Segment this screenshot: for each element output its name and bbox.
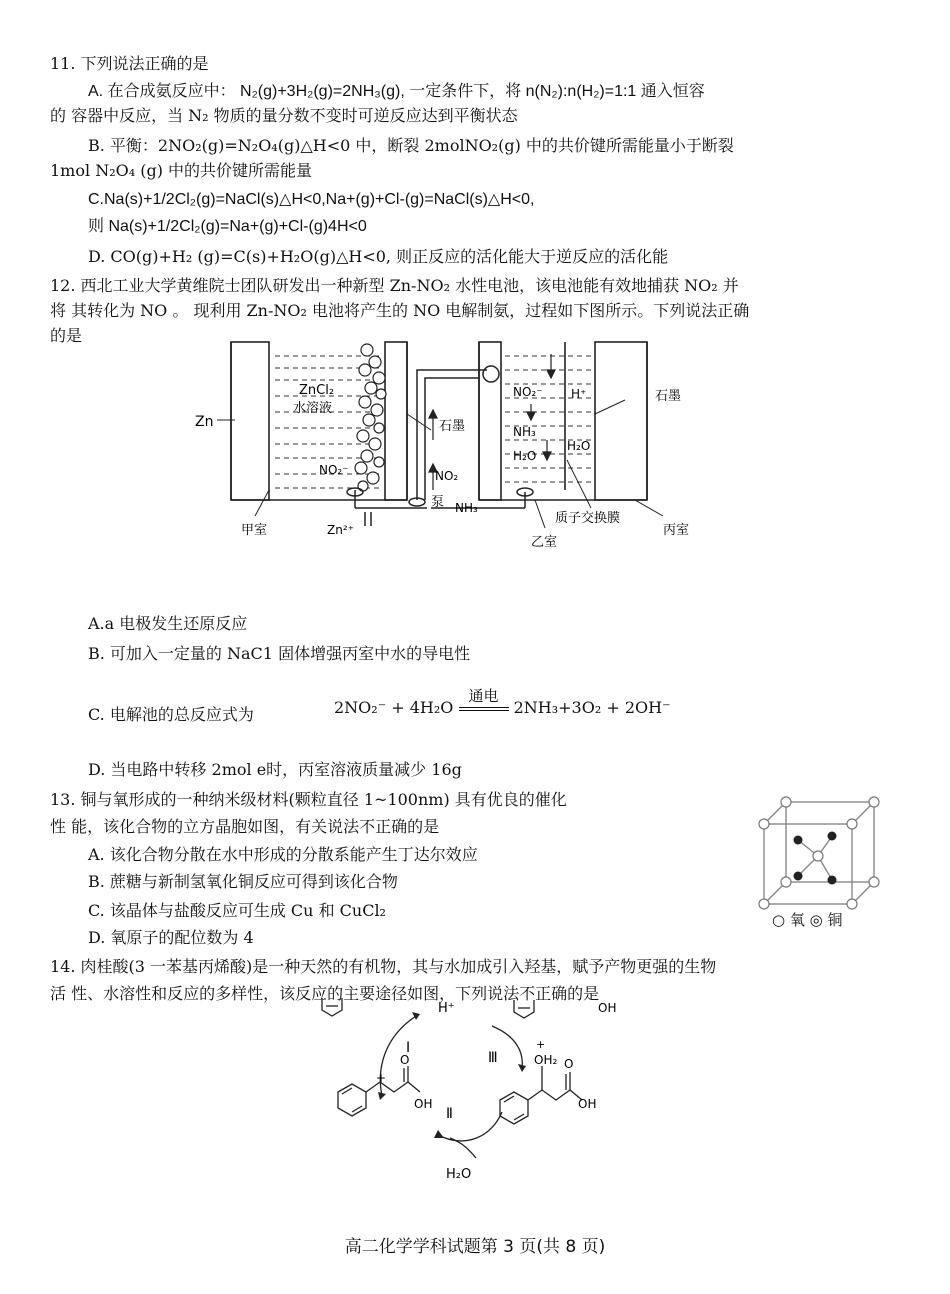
q14-stem-line2: 活 性、水溶性和反应的多样性，该反应的主要途径如图，下列说法不正确的是 [50,984,600,1003]
label-zn: Zn [195,414,214,430]
q11-option-a-line1: A. 在合成氨反应中： N₂(g)+3H₂(g)=2NH₃(g), 一定条件下，将 n(N₂):n(H₂)=1:1 通入恒容 [88,83,705,100]
label-o-right: O [564,1057,574,1071]
label-no2: NO₂ [435,469,459,483]
label-o-left: O [400,1053,410,1067]
q11-option-c-line1: C.Na(s)+1/2Cl₂(g)=NaCl(s)△H<0,Na+(g)+Cl-(g)=NaCl(s)△H<0, [88,191,535,208]
q11-option-b-line1: B. 平衡：2NO₂(g)=N₂O₄(g)△H<0 中，断裂 2molNO₂(g) 中的共价键所需能量小于断裂 [88,136,734,155]
q13-legend: ○ 氧 ◎ 铜 [772,911,843,929]
label-yi-room: 乙室 [531,535,558,550]
label-pump: 泵 [431,495,445,510]
q12-battery-electrolysis-figure [195,340,715,562]
q13-stem-line2: 性 能，该化合物的立方晶胞如图，有关说法不正确的是 [50,817,440,836]
label-jia-room: 甲室 [241,523,268,538]
label-oh-left: OH [414,1097,433,1111]
q12-stem-line3: 的是 [50,326,83,345]
label-graphite-right: 石墨 [655,389,682,404]
label-h-plus: H⁺ [571,387,587,401]
label-water: H₂O [446,1167,472,1182]
q13-stem-line1: 13. 铜与氧形成的一种纳米级材料(颗粒直径 1~100nm) 具有优良的催化 [50,790,567,809]
q12-option-d: D. 当电路中转移 2mol e时，丙室溶液质量减少 16g [88,760,462,779]
equation-condition-arrow [459,687,509,717]
label-bing-room: 丙室 [663,523,690,538]
label-oxonium-plus: + [536,1038,546,1051]
label-nh3-pump: NH₃ [455,501,478,515]
q13-option-d: D. 氧原子的配位数为 4 [88,928,254,947]
q11-option-c-line2: 则 Na(s)+1/2Cl₂(g)=Na+(g)+Cl-(g)4H<0 [88,218,367,235]
label-step-1: Ⅰ [406,1040,411,1056]
q12-option-b: B. 可加入一定量的 NaC1 固体增强丙室中水的导电性 [88,644,471,663]
q11-option-a-line2: 的 容器中反应，当 N₂ 物质的量分数不变时可逆反应达到平衡状态 [50,106,518,125]
label-solution: 水溶液 [293,401,333,416]
label-h2o-right: H₂O [567,439,591,453]
label-membrane: 质子交换膜 [555,511,621,526]
page-footer: 高二化学学科试题第 3 页(共 8 页) [344,1237,606,1257]
label-h2o-left: H₂O [513,449,537,463]
label-zncl2: ZnCl₂ [299,383,335,398]
label-step-3: Ⅲ [488,1050,498,1066]
label-carbocation-plus: + [376,1071,387,1085]
q13-option-c: C. 该晶体与盐酸反应可生成 Cu 和 CuCl₂ [88,901,386,920]
q11-option-b-line2: 1mol N₂O₄ (g) 中的共价键所需能量 [50,161,313,180]
label-oh-right: OH [578,1097,597,1111]
q12-option-c-prefix: C. 电解池的总反应式为 [88,705,254,724]
label-step-2: Ⅱ [446,1106,453,1122]
q14-stem-line1: 14. 肉桂酸(3 一苯基丙烯酸)是一种天然的有机物，其与水加成引入羟基，赋予产物更强的生物 [50,957,717,976]
q12-option-c-equation [334,687,671,717]
q13-option-a: A. 该化合物分散在水中形成的分散系能产生丁达尔效应 [88,845,478,864]
q12-option-a: A.a 电极发生还原反应 [88,614,248,633]
label-no2-minus-left: NO₂⁻ [319,463,349,477]
label-graphite-left: 石墨 [439,419,466,434]
q12-stem-line1: 12. 西北工业大学黄维院士团队研发出一种新型 Zn-NO₂ 水性电池，该电池能有效地捕获 NO₂ 并 [50,276,739,295]
label-no2-minus-right: NO₂⁻ [513,385,543,399]
q13-crystal-cell-figure [750,792,890,912]
q14-reaction-pathway-figure [316,996,636,1192]
q12-stem-line2: 将 其转化为 NO 。 现利用 Zn-NO₂ 电池将产生的 NO 电解制氨，过程如下图所示。下列说法正确 [50,301,750,320]
q11-stem: 11. 下列说法正确的是 [50,54,209,73]
equation-condition: 通电 [468,687,499,705]
equation-left: 2NO₂⁻ + 4H₂O [334,698,454,717]
equation-right: 2NH₃+3O₂ + 2OH⁻ [513,698,671,717]
label-top-oh: OH [598,1001,617,1015]
label-oh2: OH₂ [534,1053,558,1067]
label-h-plus-catalyst: H⁺ [438,1001,455,1016]
label-zn2: Zn²⁺ [327,523,354,537]
label-nh3: NH₃ [513,425,536,439]
q11-option-d: D. CO(g)+H₂ (g)=C(s)+H₂O(g)△H<0, 则正反应的活化能大于逆反应的活化能 [88,247,669,266]
q13-option-b: B. 蔗糖与新制氢氧化铜反应可得到该化合物 [88,872,398,891]
